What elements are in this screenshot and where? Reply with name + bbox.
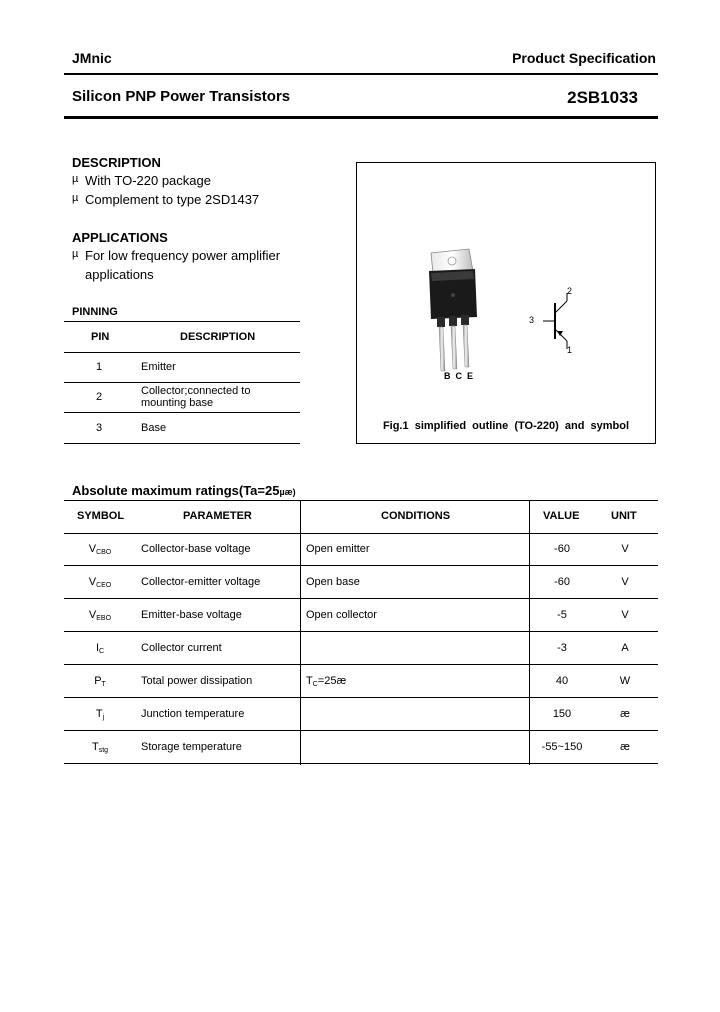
unit-cell: æ — [620, 708, 630, 720]
symbol-cell: $V_{CBO}$ — [88, 543, 112, 556]
pnp-transistor-symbol-icon — [533, 289, 583, 357]
row-divider — [64, 598, 658, 599]
applications-item: µ For low frequency power amplifier — [72, 248, 281, 263]
value-cell: -3 — [557, 642, 567, 654]
conditions-cell: Open emitter — [306, 543, 370, 555]
value-cell: -60 — [554, 543, 570, 555]
conditions-column-header: CONDITIONS — [381, 510, 451, 522]
figure-caption: Fig.1 simplified outline (TO-220) and symbol — [382, 420, 630, 432]
symbol-column-header: SYMBOL — [77, 510, 125, 522]
unit-cell: æ — [620, 741, 630, 753]
pin-number: 1 — [96, 361, 103, 373]
to220-package-image — [417, 247, 487, 379]
value-cell: 150 — [552, 708, 572, 720]
pin-number: 2 — [96, 391, 103, 403]
applications-item-continued: applications — [85, 267, 154, 282]
pin-description: Collector;connected to mounting base — [141, 385, 251, 409]
title-rule — [64, 116, 658, 119]
symbol-cell: $I_C$ — [95, 642, 105, 655]
pinning-heading: PINNING — [72, 306, 118, 318]
pin-description: Emitter — [141, 361, 176, 373]
row-divider — [64, 763, 658, 764]
parameter-cell: Collector-base voltage — [141, 543, 251, 555]
row-divider — [64, 565, 658, 566]
unit-cell: V — [621, 609, 629, 621]
unit-cell: A — [621, 642, 629, 654]
value-column-header: VALUE — [543, 510, 580, 522]
unit-cell: V — [621, 576, 629, 588]
company-name: JMnic — [72, 50, 112, 66]
unit-cell: V — [621, 543, 629, 555]
description-item: µ With TO-220 package — [72, 173, 211, 188]
pin-description-column-header: DESCRIPTION — [180, 331, 256, 343]
base-pin-label: 3 — [529, 315, 535, 325]
bullet-icon: µ — [72, 173, 79, 185]
parameter-cell: Storage temperature — [141, 741, 242, 753]
value-cell: -60 — [554, 576, 570, 588]
value-cell: -5 — [557, 609, 567, 621]
pin-letters: B C E — [444, 371, 474, 381]
row-divider — [64, 697, 658, 698]
conditions-cell: Open base — [306, 576, 360, 588]
symbol-cell: $T_{stg}$ — [91, 741, 109, 754]
parameter-cell: Collector-emitter voltage — [141, 576, 261, 588]
description-heading: DESCRIPTION — [72, 155, 161, 170]
parameter-column-header: PARAMETER — [183, 510, 252, 522]
applications-heading: APPLICATIONS — [72, 230, 168, 245]
unit-cell: W — [619, 675, 631, 687]
emitter-pin-label: 1 — [567, 345, 573, 355]
conditions-cell: Open collector — [306, 609, 377, 621]
row-divider — [64, 631, 658, 632]
bullet-icon: µ — [72, 192, 79, 204]
parameter-cell: Emitter-base voltage — [141, 609, 242, 621]
pin-column-header: PIN — [91, 331, 110, 343]
header-rule — [64, 73, 658, 75]
symbol-cell: $T_j$ — [95, 708, 105, 721]
row-divider — [64, 664, 658, 665]
conditions-cell: $T_C=25æ$ — [306, 675, 347, 688]
unit-column-header: UNIT — [611, 510, 637, 522]
symbol-cell: $P_T$ — [94, 675, 106, 688]
symbol-cell: $V_{EBO}$ — [88, 609, 112, 622]
value-cell: -55~150 — [541, 741, 583, 753]
collector-pin-label: 2 — [567, 286, 573, 296]
product-name: Silicon PNP Power Transistors — [72, 88, 291, 105]
description-item: µ Complement to type 2SD1437 — [72, 192, 260, 207]
row-divider — [64, 730, 658, 731]
pin-description: Base — [141, 422, 167, 434]
parameter-cell: Junction temperature — [141, 708, 245, 720]
symbol-cell: $V_{CEO}$ — [88, 576, 112, 589]
part-number: 2SB1033 — [567, 88, 638, 107]
figure-box — [356, 162, 656, 444]
parameter-cell: Total power dissipation — [141, 675, 253, 687]
bullet-icon: µ — [72, 248, 79, 260]
parameter-cell: Collector current — [141, 642, 222, 654]
doc-type: Product Specification — [512, 50, 656, 66]
ratings-heading: Absolute maximum ratings(Ta=25µæ) — [72, 483, 296, 498]
value-cell: 40 — [555, 675, 569, 687]
pin-number: 3 — [96, 422, 103, 434]
